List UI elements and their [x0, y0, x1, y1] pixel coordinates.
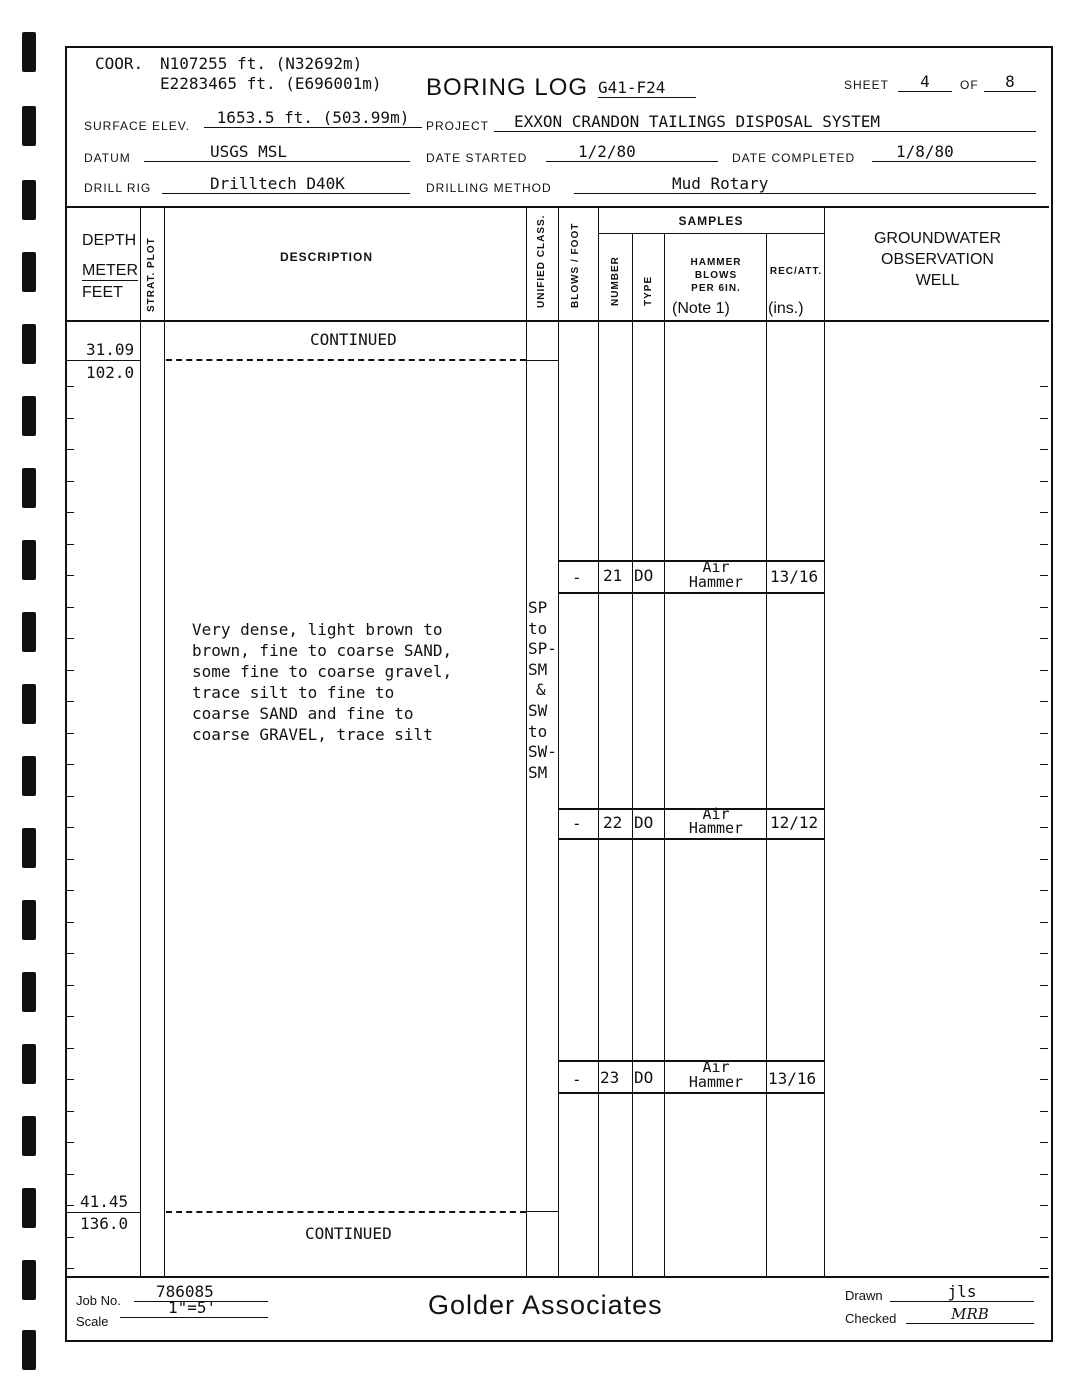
- depth-tick: [66, 733, 74, 734]
- depth-tick: [66, 796, 74, 797]
- scale-label: Scale: [76, 1314, 109, 1329]
- top-unified-line: [526, 360, 558, 361]
- well-tick: [1040, 481, 1048, 482]
- top-depth-feet: 102.0: [86, 363, 135, 382]
- groundwater-header: GROUNDWATER OBSERVATION WELL: [873, 230, 1002, 289]
- sample-hammer: Air Hammer: [688, 558, 744, 591]
- depth-tick: [66, 701, 74, 702]
- bottom-depth-feet: 136.0: [80, 1214, 129, 1233]
- well-tick: [1040, 1111, 1048, 1112]
- col-line-unified: [558, 206, 559, 1276]
- depth-tick: [66, 827, 74, 828]
- date-started-value: 1/2/80: [546, 142, 718, 162]
- job-no-label: Job No.: [76, 1293, 121, 1308]
- meter-header: METER: [82, 262, 138, 279]
- depth-tick: [66, 985, 74, 986]
- well-tick: [1040, 1174, 1048, 1175]
- footer-divider: [65, 1276, 1049, 1278]
- sample-number: 21: [603, 566, 623, 585]
- surface-elev-label: SURFACE ELEV.: [84, 119, 190, 133]
- bottom-unified-line: [526, 1211, 558, 1212]
- boring-id: G41-F24: [598, 78, 696, 98]
- sample-blows: -: [572, 568, 582, 587]
- scale-value: 1"=5': [120, 1298, 268, 1318]
- drill-rig-value: Drilltech D40K: [162, 174, 410, 194]
- header-divider: [65, 206, 1049, 208]
- description-header: DESCRIPTION: [280, 250, 374, 264]
- type-header: TYPE: [643, 275, 654, 306]
- well-tick: [1040, 890, 1048, 891]
- depth-tick: [66, 1111, 74, 1112]
- depth-tick: [66, 670, 74, 671]
- top-strata-boundary: [166, 359, 526, 361]
- well-tick: [1040, 1268, 1048, 1269]
- sheet-number: 4: [898, 72, 952, 92]
- col-line-strat: [164, 206, 165, 1276]
- feet-header: FEET: [82, 284, 123, 301]
- hammer-note: (Note 1): [672, 300, 730, 317]
- sample-number: 23: [600, 1068, 620, 1087]
- well-tick: [1040, 796, 1048, 797]
- drilling-method-label: DRILLING METHOD: [426, 181, 552, 195]
- project-label: PROJECT: [426, 119, 490, 133]
- well-tick: [1040, 607, 1048, 608]
- sample-hammer: Air Hammer: [688, 1058, 744, 1091]
- sample-number: 22: [603, 813, 623, 832]
- company-name: Golder Associates: [428, 1290, 663, 1320]
- sample-rec: 13/16: [768, 1069, 817, 1088]
- well-tick: [1040, 1048, 1048, 1049]
- rec-att-header: REC/ATT.: [769, 266, 823, 277]
- sample-rec: 13/16: [770, 567, 819, 586]
- blows-foot-header: BLOWS / FOOT: [570, 222, 581, 308]
- well-tick: [1040, 953, 1048, 954]
- well-tick: [1040, 764, 1048, 765]
- depth-tick: [66, 1205, 74, 1206]
- depth-tick: [66, 1237, 74, 1238]
- depth-header: DEPTH: [82, 232, 137, 249]
- well-tick: [1040, 670, 1048, 671]
- soil-description: Very dense, light brown to brown, fine to coarse SAND, some fine to coarse gravel, trace silt to fine to coarse SAND and fine to coarse GRAVEL, trace silt: [192, 620, 453, 744]
- depth-tick: [66, 638, 74, 639]
- depth-tick: [66, 512, 74, 513]
- job-no-value: 786085: [134, 1282, 268, 1302]
- well-tick: [1040, 985, 1048, 986]
- well-tick: [1040, 418, 1048, 419]
- bottom-strata-boundary: [166, 1211, 526, 1213]
- drill-rig-label: DRILL RIG: [84, 181, 152, 195]
- depth-tick: [66, 1142, 74, 1143]
- depth-tick: [66, 449, 74, 450]
- well-tick: [1040, 859, 1048, 860]
- sheet-total: 8: [984, 72, 1036, 92]
- sample-type: DO: [634, 1068, 654, 1087]
- well-tick: [1040, 449, 1048, 450]
- well-tick: [1040, 1205, 1048, 1206]
- surface-elev-value: 1653.5 ft. (503.99m): [204, 108, 422, 128]
- well-tick: [1040, 922, 1048, 923]
- depth-tick: [66, 418, 74, 419]
- rec-units: (ins.): [768, 300, 804, 317]
- depth-tick: [66, 890, 74, 891]
- col-line-depth: [140, 206, 141, 1276]
- depth-tick: [66, 544, 74, 545]
- well-tick: [1040, 733, 1048, 734]
- column-header-divider: [65, 320, 1049, 322]
- coor-north: N107255 ft. (N32692m): [160, 54, 363, 73]
- sample-blows: -: [572, 1070, 582, 1089]
- checked-label: Checked: [845, 1311, 897, 1326]
- samples-header: SAMPLES: [678, 214, 744, 228]
- depth-tick: [66, 1016, 74, 1017]
- bottom-depth-meter: 41.45: [80, 1192, 129, 1211]
- top-continued: CONTINUED: [310, 330, 397, 349]
- date-completed-value: 1/8/80: [872, 142, 1036, 162]
- drawn-value: jls: [890, 1282, 1034, 1302]
- checked-value: MRB: [906, 1305, 1034, 1324]
- col-line-rec: [824, 206, 825, 1276]
- date-completed-label: DATE COMPLETED: [732, 151, 856, 165]
- sheet-label: SHEET: [844, 78, 890, 92]
- well-tick: [1040, 512, 1048, 513]
- depth-tick: [66, 481, 74, 482]
- drilling-method-value: Mud Rotary: [574, 174, 1036, 194]
- sample-rec: 12/12: [770, 813, 819, 832]
- unified-classification: SP to SP- SM & SW to SW- SM: [528, 598, 557, 782]
- well-tick: [1040, 575, 1048, 576]
- drawn-label: Drawn: [845, 1288, 883, 1303]
- page-title: BORING LOG: [426, 74, 589, 101]
- depth-tick: [66, 764, 74, 765]
- bottom-continued: CONTINUED: [305, 1224, 392, 1243]
- col-line-desc: [526, 206, 527, 1276]
- unified-class-header: UNIFIED CLASS.: [536, 214, 547, 308]
- depth-tick: [66, 607, 74, 608]
- col-line-type: [664, 234, 665, 1276]
- depth-tick: [66, 859, 74, 860]
- well-tick: [1040, 638, 1048, 639]
- hammer-header: HAMMER BLOWS PER 6IN.: [690, 257, 742, 294]
- depth-tick: [66, 953, 74, 954]
- depth-tick: [66, 1079, 74, 1080]
- depth-tick: [66, 386, 74, 387]
- sample-type: DO: [634, 813, 654, 832]
- project-value: EXXON CRANDON TAILINGS DISPOSAL SYSTEM: [494, 112, 1036, 132]
- samples-subheader-line: [598, 233, 824, 234]
- col-line-blows: [598, 206, 599, 1276]
- depth-tick: [66, 922, 74, 923]
- well-tick: [1040, 827, 1048, 828]
- of-label: OF: [960, 78, 979, 92]
- depth-tick: [66, 1048, 74, 1049]
- well-tick: [1040, 386, 1048, 387]
- strat-plot-header: STRAT. PLOT: [146, 237, 157, 312]
- sample-blows: -: [572, 814, 582, 833]
- datum-label: DATUM: [84, 151, 131, 165]
- col-line-hammer: [766, 234, 767, 1276]
- depth-tick: [66, 1174, 74, 1175]
- well-tick: [1040, 544, 1048, 545]
- depth-tick: [66, 1268, 74, 1269]
- date-started-label: DATE STARTED: [426, 151, 528, 165]
- sample-hammer: Air Hammer: [688, 805, 744, 837]
- well-tick: [1040, 1237, 1048, 1238]
- bottom-depth-line: [66, 1212, 140, 1213]
- col-line-number: [632, 234, 633, 1276]
- coor-label: COOR.: [95, 54, 144, 73]
- well-tick: [1040, 701, 1048, 702]
- well-tick: [1040, 1079, 1048, 1080]
- top-depth-meter: 31.09: [86, 340, 135, 359]
- number-header: NUMBER: [610, 256, 621, 306]
- well-tick: [1040, 1016, 1048, 1017]
- top-depth-line: [66, 360, 140, 361]
- sample-type: DO: [634, 566, 654, 585]
- well-tick: [1040, 1142, 1048, 1143]
- coor-east: E2283465 ft. (E696001m): [160, 74, 382, 93]
- datum-value: USGS MSL: [144, 142, 410, 162]
- depth-tick: [66, 575, 74, 576]
